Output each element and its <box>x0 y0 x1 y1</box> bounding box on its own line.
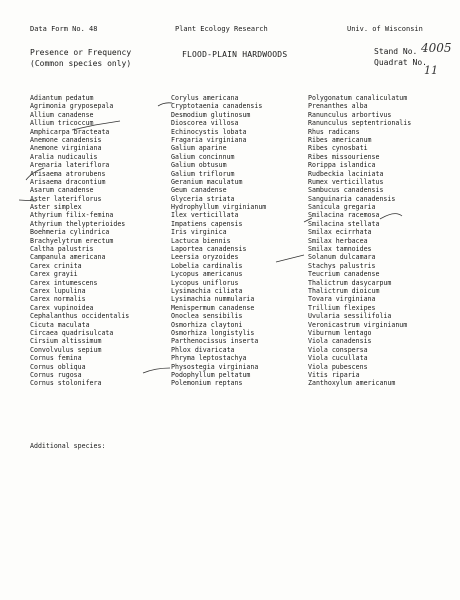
species-item: Galium obtusum <box>171 161 227 170</box>
species-item: Polemonium reptans <box>171 379 243 388</box>
species-item: Ribes americanum <box>308 135 372 144</box>
species-item: Stachys palustris <box>308 261 376 270</box>
species-item: Sanguinaria canadensis <box>308 194 396 203</box>
species-item: Physostegia virginiana <box>171 362 259 371</box>
species-item: Rudbeckia laciniata <box>308 169 384 178</box>
species-item: Echinocystis lobata <box>171 127 247 136</box>
species-item: Tovara virginiana <box>308 295 376 304</box>
species-item: Hydrophyllum virginianum <box>171 203 267 212</box>
species-item: Rhus radicans <box>308 127 360 136</box>
species-item: Cornus obliqua <box>30 362 86 371</box>
species-item: Menispermum canadense <box>171 303 255 312</box>
species-item: Smilax ecirrhata <box>308 228 372 237</box>
species-item: Cornus stolonifera <box>30 379 102 388</box>
species-item: Cornus femina <box>30 354 82 363</box>
species-item: Arenaria lateriflora <box>30 161 110 170</box>
species-item: Thalictrum dasycarpum <box>308 278 392 287</box>
additional-species-label: Additional species: <box>30 442 106 450</box>
quadrat-number-handwritten: 11 <box>424 64 438 77</box>
species-item: Cicuta maculata <box>30 320 90 329</box>
species-item: Smilacina stellata <box>308 219 380 228</box>
species-item: Onoclea sensibilis <box>171 312 243 321</box>
species-item: Adiantum pedatum <box>30 94 94 102</box>
species-item: Geum canadense <box>171 186 227 195</box>
species-item: Athyrium filix-femina <box>30 211 114 220</box>
species-item: Osmorhiza claytoni <box>171 320 243 329</box>
species-item: Leersia oryzoides <box>171 253 239 262</box>
species-item: Agrimonia gryposepala <box>30 102 114 111</box>
species-item: Dioscorea villosa <box>171 119 239 128</box>
species-item: Lobelia cardinalis <box>171 261 243 270</box>
common-species-note: (Common species only) <box>30 59 132 68</box>
species-item: Thalictrum dioicum <box>308 286 380 295</box>
quadrat-label: Quadrat No. <box>374 58 427 67</box>
university: Univ. of Wisconsin <box>347 25 423 33</box>
species-item: Osmorhiza longistylis <box>171 328 255 337</box>
species-item: Boehmeria cylindrica <box>30 228 110 237</box>
species-item: Viola cucullata <box>308 354 368 363</box>
stand-label: Stand No. <box>374 47 418 56</box>
species-item: Allium tricoccum <box>30 119 94 128</box>
species-column-1 <box>30 94 129 388</box>
species-item: Smilacina racemosa <box>308 211 380 220</box>
species-item: Viola pubescens <box>308 362 368 371</box>
species-item: Carex normalis <box>30 295 86 304</box>
species-item: Galium concinnum <box>171 152 235 161</box>
species-column-3 <box>308 94 411 388</box>
species-item: Aster lateriflorus <box>30 194 102 203</box>
species-item: Lysimachia ciliata <box>171 286 243 295</box>
species-item: Arisaema dracontium <box>30 177 106 186</box>
species-item: Carex grayii <box>30 270 78 279</box>
species-item: Fragaria virginiana <box>171 135 247 144</box>
pen-mark-cryptotaenia <box>158 103 172 106</box>
species-item: Parthenocissus inserta <box>171 337 259 346</box>
species-item: Veronicastrum virginianum <box>308 320 408 329</box>
species-item: Lycopus uniflorus <box>171 278 239 287</box>
species-item: Phryma leptostachya <box>171 354 247 363</box>
species-item: Carex vupinoidea <box>30 303 94 312</box>
species-item: Sanicula gregaria <box>308 203 376 212</box>
species-item: Carex crinita <box>30 261 82 270</box>
species-item: Lactuca biennis <box>171 236 231 245</box>
species-item: Smilax tamnoides <box>308 245 372 254</box>
species-item: Ilex verticillata <box>171 211 239 220</box>
species-item: Brachyelytrum erectum <box>30 236 114 245</box>
species-item: Teucrium canadense <box>308 270 380 279</box>
pen-mark-smilax-ecirrhata <box>276 255 304 262</box>
species-item: Iris virginica <box>171 228 227 237</box>
species-item: Circaea quadrisulcata <box>30 328 114 337</box>
species-item: Podophyllum peltatum <box>171 370 251 379</box>
species-item: Vitis riparia <box>308 370 360 379</box>
species-item: Cryptotaenia canadensis <box>171 102 263 111</box>
pen-mark-parthenocissus <box>143 368 170 373</box>
species-item: Solanum dulcamara <box>308 253 376 262</box>
species-item: Athyrium thelypterioides <box>30 219 126 228</box>
species-item: Corylus americana <box>171 94 239 102</box>
species-item: Uvularia sessilifolia <box>308 312 392 321</box>
species-column-2 <box>171 94 266 388</box>
species-item: Viola conspersa <box>308 345 368 354</box>
species-item: Desmodium glutinosum <box>171 110 251 119</box>
presence-frequency-label: Presence or Frequency <box>30 48 132 57</box>
species-item: Ranunculus arbortivus <box>308 110 392 119</box>
species-item: Amphicarpa bracteata <box>30 127 110 136</box>
species-item: Rumex verticillatus <box>308 177 384 186</box>
species-item: Polygonatum canaliculatum <box>308 94 408 102</box>
species-item: Laportea canadensis <box>171 245 247 254</box>
species-item: Galium aparine <box>171 144 227 153</box>
species-item: Lycopus americanus <box>171 270 243 279</box>
species-item: Convolvulus sepium <box>30 345 102 354</box>
species-item: Allium canadense <box>30 110 94 119</box>
species-item: Phlox divaricata <box>171 345 235 354</box>
species-item: Campanula americana <box>30 253 106 262</box>
species-item: Anemone canadensis <box>30 135 102 144</box>
form-number: Data Form No. 48 <box>30 25 98 33</box>
species-item: Smilax herbacea <box>308 236 368 245</box>
species-item: Cirsium altissimum <box>30 337 102 346</box>
species-item: Anemone virginiana <box>30 144 102 153</box>
organization: Plant Ecology Research <box>175 25 268 33</box>
species-item: Lysimachia nummularia <box>171 295 255 304</box>
species-item: Aster simplex <box>30 203 82 212</box>
species-item: Ribes cynosbati <box>308 144 368 153</box>
species-item: Aralia nudicaulis <box>30 152 98 161</box>
species-item: Viburnum lentago <box>308 328 372 337</box>
species-item: Galium triflorum <box>171 169 235 178</box>
species-item: Caltha palustris <box>30 245 94 254</box>
species-item: Sambucus canadensis <box>308 186 384 195</box>
species-item: Viola canadensis <box>308 337 372 346</box>
species-item: Asarum canadense <box>30 186 94 195</box>
species-item: Geranium maculatum <box>171 177 243 186</box>
form-title: FLOOD-PLAIN HARDWOODS <box>182 50 288 59</box>
species-item: Trillium flexipes <box>308 303 376 312</box>
species-item: Carex intumescens <box>30 278 98 287</box>
species-item: Zanthoxylum americanum <box>308 379 396 388</box>
species-item: Carex lupulina <box>30 286 86 295</box>
species-item: Glyceria striata <box>171 194 235 203</box>
species-item: Ribes missouriense <box>308 152 380 161</box>
species-item: Cephalanthus occidentalis <box>30 312 130 321</box>
species-item: Prenanthes alba <box>308 102 368 111</box>
stand-number-handwritten: 4005 <box>421 41 452 55</box>
species-item: Ranunculus septentrionalis <box>308 119 412 128</box>
species-item: Arisaema atrorubens <box>30 169 106 178</box>
species-item: Impatiens capensis <box>171 219 243 228</box>
species-item: Rorippa islandica <box>308 161 376 170</box>
species-item: Cornus rugosa <box>30 370 82 379</box>
